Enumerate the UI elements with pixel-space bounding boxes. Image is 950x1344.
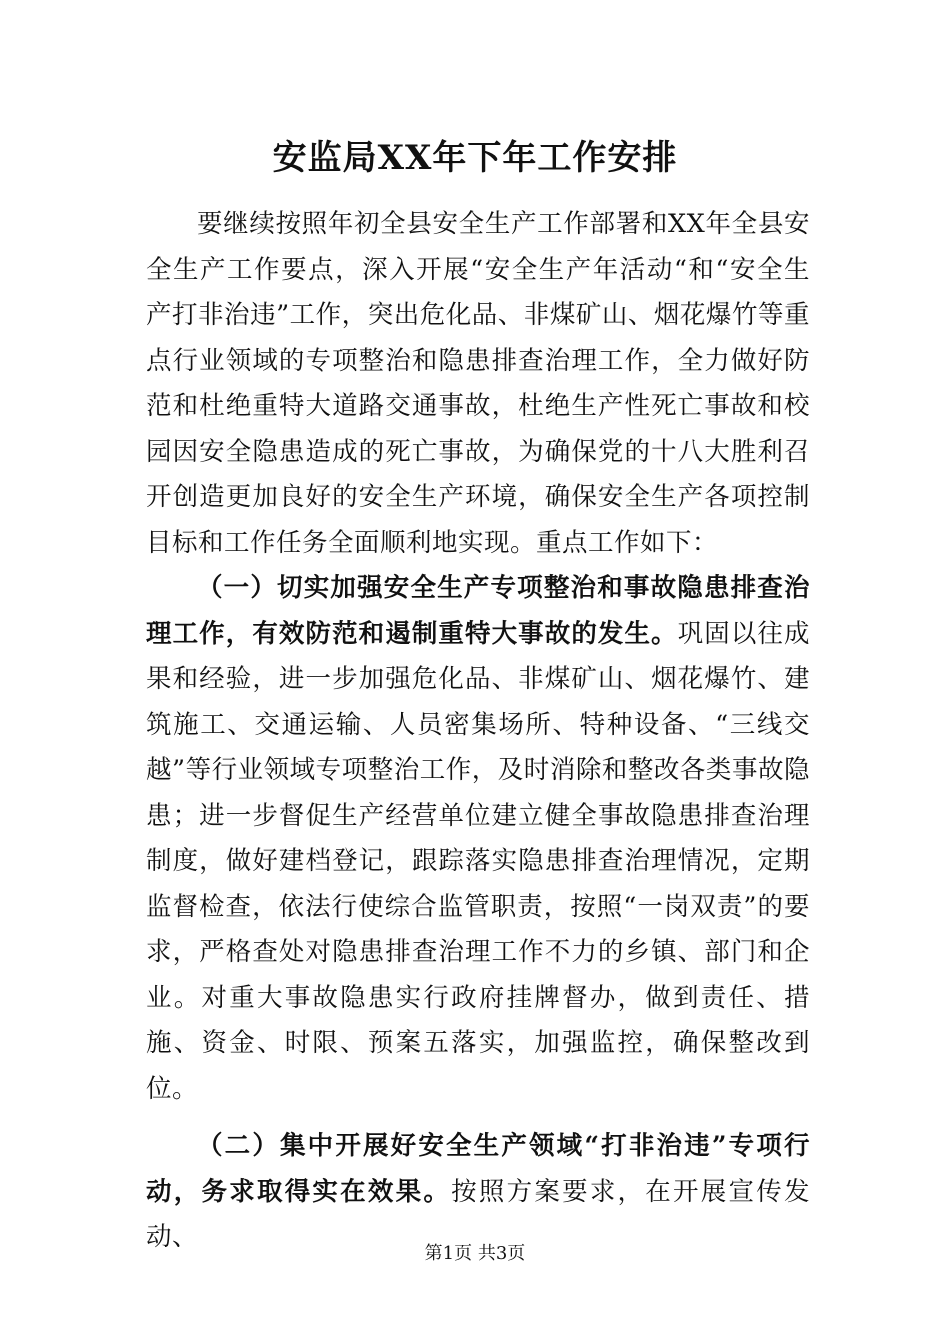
section-1-paragraph — [146, 566, 810, 1112]
intro-paragraph-text: 要继续按照年初全县安全生产工作部署和XX年全县安全生产工作要点，深入开展“安全生产年活动“和“安全生产打非治违”工作，突出危化品、非煤矿山、烟花爆竹等重点行业领域的专项整治和隐患排查治理工作，全力做好防范和杜绝重特大道路交通事故，杜绝生产性死亡事故和校园因安全隐患造成的死亡事故，为确保党的十八大胜利召开创造更加良好的安全生产环境，确保安全生产各项控制目标和工作任务全面顺利地实现。重点工作如下： — [146, 209, 810, 558]
section-2-text: 按照方案要求，在开展宣传发动、 — [146, 1176, 810, 1252]
document-title: 安监局XX年下年工作安排 — [272, 138, 678, 178]
section-1-heading: （一）切实加强安全生产专项整治和事故隐患排查治理工作，有效防范和遏制重特大事故的发生。 — [146, 573, 810, 649]
section-1-text: 巩固以往成果和经验，进一步加强危化品、非煤矿山、烟花爆竹、建筑施工、交通运输、人员密集场所、特种设备、“三线交越”等行业领域专项整治工作，及时消除和整改各类事故隐患；进一步督促生产经营单位建立健全事故隐患排查治理制度，做好建档登记，跟踪落实隐患排查治理情况，定期监督检查，依法行使综合监管职责，按照“一岗双责”的要求，严格查处对隐患排查治理工作不力的乡镇、部门和企业。对重大事故隐患实行政府挂牌督办，做到责任、措施、资金、时限、预案五落实，加强监控，确保整改到位。 — [146, 618, 810, 1104]
page-number: 第1页 共3页 — [424, 1243, 526, 1264]
document-body — [146, 202, 810, 1261]
section-2-heading: （二）集中开展好安全生产领域“打非治违”专项行动，务求取得实在效果。 — [146, 1131, 810, 1207]
intro-paragraph — [146, 202, 810, 566]
